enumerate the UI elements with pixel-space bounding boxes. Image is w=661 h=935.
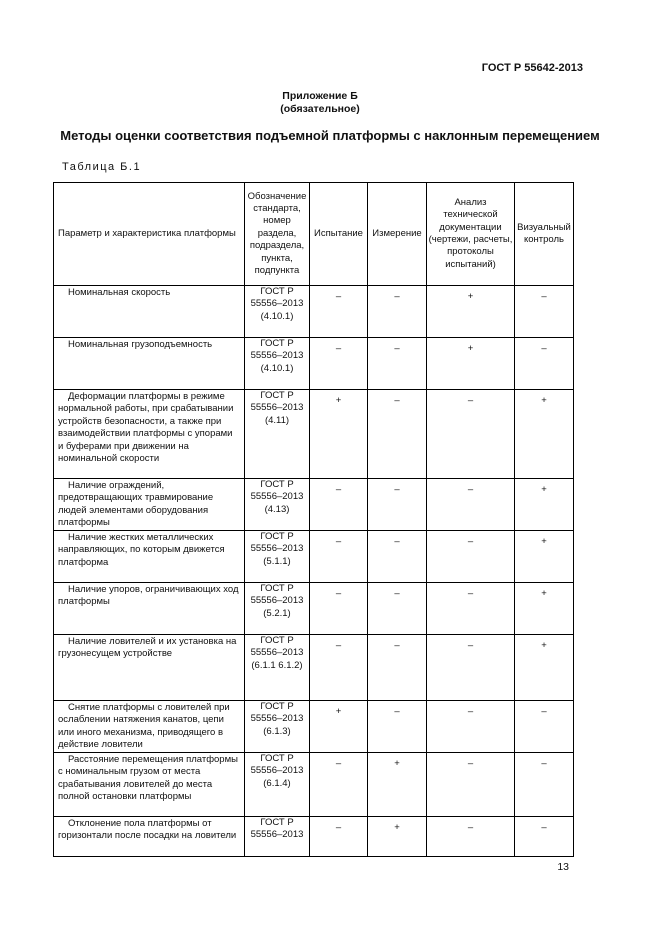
table-row — [54, 817, 574, 857]
cell-param: Деформации платформы в режиме нормальной работы, при срабатывании устройств безопасности, а также при взаимодействии платформы с упорами и буферами при движении на номинальной скорости — [54, 390, 245, 479]
cell-standard: ГОСТ Р 55556–2013 (4.10.1) — [245, 286, 310, 338]
cell-testing: – — [310, 479, 368, 531]
appendix-title: Приложение Б — [282, 90, 358, 102]
assessment-table — [53, 182, 574, 857]
cell-param: Наличие жестких металлических направляющих, по которым движется платформа — [54, 531, 245, 583]
cell-standard: ГОСТ Р 55556–2013 (5.2.1) — [245, 583, 310, 635]
cell-visual: + — [515, 390, 574, 479]
cell-standard: ГОСТ Р 55556–2013 (4.11) — [245, 390, 310, 479]
cell-standard: ГОСТ Р 55556–2013 (6.1.4) — [245, 753, 310, 817]
document-standard-header: ГОСТ Р 55642-2013 — [481, 62, 583, 74]
table-label: Таблица Б.1 — [62, 161, 142, 173]
cell-measurement: – — [368, 635, 427, 701]
cell-measurement: – — [368, 531, 427, 583]
column-header-measurement: Измерение — [368, 183, 427, 286]
appendix-note: (обязательное) — [280, 103, 360, 115]
table-row — [54, 701, 574, 753]
cell-testing: – — [310, 635, 368, 701]
cell-testing: – — [310, 531, 368, 583]
cell-param: Снятие платформы с ловителей при ослаблении натяжения канатов, цепи или иного механизма, приводящего в действие ловители — [54, 701, 245, 753]
cell-docs: + — [427, 338, 515, 390]
cell-testing: – — [310, 286, 368, 338]
section-title: Методы оценки соответствия подъемной платформы с наклонным перемещением — [60, 128, 600, 143]
cell-standard: ГОСТ Р 55556–2013 — [245, 817, 310, 857]
cell-standard: ГОСТ Р 55556–2013 (6.1.1 6.1.2) — [245, 635, 310, 701]
cell-testing: – — [310, 338, 368, 390]
cell-visual: + — [515, 635, 574, 701]
cell-docs: – — [427, 753, 515, 817]
table-row — [54, 753, 574, 817]
cell-docs: – — [427, 531, 515, 583]
column-header-docs: Анализ технической документации (чертежи, расчеты, протоколы испытаний) — [427, 183, 515, 286]
cell-visual: – — [515, 338, 574, 390]
cell-docs: – — [427, 817, 515, 857]
cell-measurement: – — [368, 701, 427, 753]
cell-visual: + — [515, 583, 574, 635]
cell-docs: – — [427, 583, 515, 635]
cell-param: Расстояние перемещения платформы с номинальным грузом от места срабатывания ловителей до места полной остановки платформы — [54, 753, 245, 817]
cell-measurement: – — [368, 583, 427, 635]
cell-docs: – — [427, 701, 515, 753]
cell-measurement: – — [368, 390, 427, 479]
appendix-heading — [0, 90, 640, 116]
table-row — [54, 479, 574, 531]
cell-testing: + — [310, 701, 368, 753]
column-header-testing: Испытание — [310, 183, 368, 286]
table-row — [54, 583, 574, 635]
page-number: 13 — [557, 861, 569, 873]
cell-param: Наличие упоров, ограничивающих ход платформы — [54, 583, 245, 635]
column-header-param: Параметр и характеристика платформы — [54, 183, 245, 286]
cell-param: Наличие ловителей и их установка на грузонесущем устройстве — [54, 635, 245, 701]
cell-testing: + — [310, 390, 368, 479]
cell-testing: – — [310, 583, 368, 635]
cell-param: Номинальная скорость — [54, 286, 245, 338]
cell-testing: – — [310, 753, 368, 817]
column-header-standard: Обозначение стандарта, номер раздела, подраздела, пункта, подпункта — [245, 183, 310, 286]
cell-measurement: – — [368, 338, 427, 390]
cell-docs: – — [427, 479, 515, 531]
cell-measurement: – — [368, 286, 427, 338]
table-row — [54, 531, 574, 583]
table-row — [54, 390, 574, 479]
column-header-visual: Визуальный контроль — [515, 183, 574, 286]
cell-standard: ГОСТ Р 55556–2013 (5.1.1) — [245, 531, 310, 583]
cell-visual: + — [515, 531, 574, 583]
cell-testing: – — [310, 817, 368, 857]
table-header-row — [54, 183, 574, 286]
cell-docs: + — [427, 286, 515, 338]
cell-measurement: – — [368, 479, 427, 531]
cell-visual: + — [515, 479, 574, 531]
cell-standard: ГОСТ Р 55556–2013 (6.1.3) — [245, 701, 310, 753]
cell-docs: – — [427, 635, 515, 701]
cell-visual: – — [515, 817, 574, 857]
table-row — [54, 635, 574, 701]
cell-measurement: + — [368, 817, 427, 857]
cell-param: Отклонение пола платформы от горизонтали после посадки на ловители — [54, 817, 245, 857]
cell-standard: ГОСТ Р 55556–2013 (4.10.1) — [245, 338, 310, 390]
table-row — [54, 286, 574, 338]
cell-visual: – — [515, 286, 574, 338]
cell-param: Наличие ограждений, предотвращающих травмирование людей элементами оборудования платформы — [54, 479, 245, 531]
cell-visual: – — [515, 753, 574, 817]
cell-measurement: + — [368, 753, 427, 817]
cell-docs: – — [427, 390, 515, 479]
table-row — [54, 338, 574, 390]
cell-visual: – — [515, 701, 574, 753]
cell-standard: ГОСТ Р 55556–2013 (4.13) — [245, 479, 310, 531]
cell-param: Номинальная грузоподъемность — [54, 338, 245, 390]
